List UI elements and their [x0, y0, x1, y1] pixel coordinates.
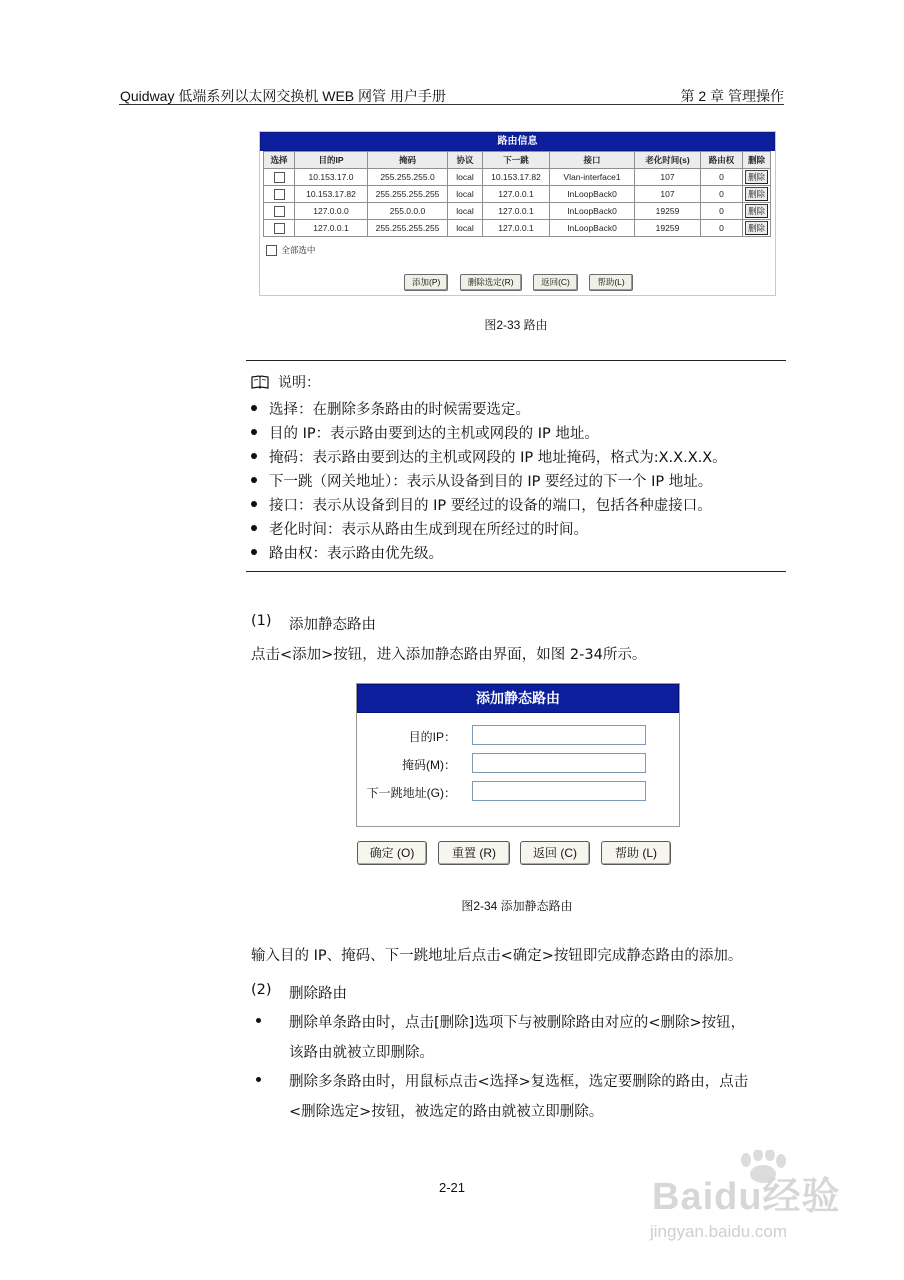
note-bottom-rule — [246, 571, 786, 572]
running-header-right: 第 2 章 管理操作 — [680, 88, 784, 104]
cell-next-hop: 127.0.0.1 — [483, 203, 550, 220]
delete-item-line: 删除单条路由时，点击[删除]选项下与被删除路由对应的<删除>按钮， — [289, 1015, 746, 1031]
cell-preference: 0 — [701, 203, 743, 220]
note-item: 路由权：表示路由优先级。 — [251, 542, 443, 563]
section-1-text: 点击<添加>按钮，进入添加静态路由界面，如图 2-34所示。 — [251, 647, 647, 663]
note-item: 老化时间：表示从路由生成到现在所经过的时间。 — [251, 518, 588, 539]
reset-button[interactable]: 重置 (R) — [438, 841, 510, 865]
table-row — [264, 203, 771, 220]
cell-protocol: local — [448, 203, 483, 220]
figure-2-33-caption: 图2-33 路由 — [484, 318, 548, 332]
note-item: 掩码：表示路由要到达的主机或网段的 IP 地址掩码，格式为:X.X.X.X。 — [251, 446, 727, 467]
col-header: 老化时间(s) — [635, 152, 701, 169]
row-checkbox[interactable] — [274, 223, 285, 234]
help-dialog-button[interactable]: 帮助 (L) — [601, 841, 671, 865]
return-button[interactable]: 返回(C) — [533, 274, 578, 291]
select-all-checkbox[interactable] — [266, 245, 277, 256]
route-table-header — [264, 152, 771, 169]
table-row — [264, 169, 771, 186]
section-2-number: (2) — [251, 982, 272, 998]
row-checkbox[interactable] — [274, 206, 285, 217]
next-hop-input[interactable] — [472, 781, 646, 801]
cell-age: 19259 — [635, 220, 701, 237]
return-dialog-button[interactable]: 返回 (C) — [520, 841, 590, 865]
row-checkbox[interactable] — [274, 172, 285, 183]
cell-dest-ip: 10.153.17.0 — [295, 169, 368, 186]
running-header-left: Quidway 低端系列以太网交换机 WEB 网管 用户手册 — [120, 88, 446, 104]
cell-interface: InLoopBack0 — [550, 220, 635, 237]
cell-age: 107 — [635, 186, 701, 203]
col-header: 协议 — [448, 152, 483, 169]
section-1-title: 添加静态路由 — [289, 617, 376, 633]
route-table-buttons — [404, 272, 640, 291]
cell-preference: 0 — [701, 169, 743, 186]
cell-mask: 255.255.255.255 — [368, 186, 448, 203]
cell-next-hop: 127.0.0.1 — [483, 220, 550, 237]
header-rule — [119, 104, 784, 105]
section-1-number: (1) — [251, 613, 272, 629]
cell-age: 19259 — [635, 203, 701, 220]
cell-dest-ip: 10.153.17.82 — [295, 186, 368, 203]
col-header: 删除 — [743, 152, 771, 169]
cell-preference: 0 — [701, 220, 743, 237]
delete-selected-button[interactable]: 删除选定(R) — [460, 274, 522, 291]
cell-age: 107 — [635, 169, 701, 186]
delete-row-button[interactable]: 删除 — [745, 204, 768, 218]
col-header: 选择 — [264, 152, 295, 169]
route-info-title: 路由信息 — [260, 132, 775, 151]
table-row — [264, 186, 771, 203]
col-header: 路由权 — [701, 152, 743, 169]
mask-input[interactable] — [472, 753, 646, 773]
delete-row-button[interactable]: 删除 — [745, 187, 768, 201]
delete-item-line: 该路由就被立即删除。 — [289, 1045, 434, 1061]
table-row — [264, 220, 771, 237]
select-all-row — [266, 244, 315, 256]
note-item: 目的 IP：表示路由要到达的主机或网段的 IP 地址。 — [251, 422, 599, 443]
cell-protocol: local — [448, 169, 483, 186]
route-info-panel — [259, 131, 776, 296]
cell-interface: InLoopBack0 — [550, 186, 635, 203]
route-table — [263, 151, 771, 237]
figure-2-34-caption: 图2-34 添加静态路由 — [461, 899, 573, 913]
add-static-route-dialog — [356, 683, 680, 827]
add-button[interactable]: 添加(P) — [404, 274, 448, 291]
watermark-url: jingyan.baidu.com — [650, 1222, 788, 1241]
cell-interface: InLoopBack0 — [550, 203, 635, 220]
note-item: 选择：在删除多条路由的时候需要选定。 — [251, 398, 530, 419]
delete-item-line: <删除选定>按钮，被选定的路由就被立即删除。 — [289, 1104, 604, 1120]
cell-interface: Vlan-interface1 — [550, 169, 635, 186]
cell-dest-ip: 127.0.0.0 — [295, 203, 368, 220]
delete-row-button[interactable]: 删除 — [745, 221, 768, 235]
col-header: 接口 — [550, 152, 635, 169]
after-figure-text: 输入目的 IP、掩码、下一跳地址后点击<确定>按钮即完成静态路由的添加。 — [251, 948, 743, 964]
delete-item-line: 删除多条路由时，用鼠标点击<选择>复选框，选定要删除的路由，点击 — [289, 1074, 749, 1090]
ok-button[interactable]: 确定 (O) — [357, 841, 427, 865]
dest-ip-input[interactable] — [472, 725, 646, 745]
cell-protocol: local — [448, 186, 483, 203]
row-checkbox[interactable] — [274, 189, 285, 200]
delete-item — [289, 1011, 745, 1062]
delete-item — [289, 1070, 748, 1121]
next-hop-label: 下一跳地址(G)： — [366, 786, 456, 800]
col-header: 掩码 — [368, 152, 448, 169]
note-item: 下一跳（网关地址）：表示从设备到目的 IP 要经过的下一个 IP 地址。 — [251, 470, 712, 491]
note-title-row — [251, 372, 320, 392]
note-title: 说明： — [278, 374, 320, 390]
section-2-title: 删除路由 — [289, 986, 347, 1002]
cell-mask: 255.255.255.0 — [368, 169, 448, 186]
delete-row-button[interactable]: 删除 — [745, 170, 768, 184]
dialog-title: 添加静态路由 — [357, 684, 679, 713]
col-header: 下一跳 — [483, 152, 550, 169]
cell-protocol: local — [448, 220, 483, 237]
col-header: 目的IP — [295, 152, 368, 169]
cell-dest-ip: 127.0.0.1 — [295, 220, 368, 237]
mask-label: 掩码(M)： — [402, 758, 456, 772]
cell-mask: 255.0.0.0 — [368, 203, 448, 220]
cell-mask: 255.255.255.255 — [368, 220, 448, 237]
help-button[interactable]: 帮助(L) — [589, 274, 632, 291]
select-all-label: 全部选中 — [281, 245, 316, 255]
page-number: 2-21 — [438, 1180, 466, 1195]
cell-preference: 0 — [701, 186, 743, 203]
watermark-logo: Baidu经验 — [652, 1176, 841, 1218]
cell-next-hop: 10.153.17.82 — [483, 169, 550, 186]
book-icon — [251, 375, 269, 392]
baidu-watermark — [640, 1150, 870, 1260]
dest-ip-label: 目的IP： — [408, 730, 456, 744]
cell-next-hop: 127.0.0.1 — [483, 186, 550, 203]
note-top-rule — [246, 360, 786, 361]
note-item: 接口：表示从设备到目的 IP 要经过的设备的端口，包括各种虚接口。 — [251, 494, 712, 515]
